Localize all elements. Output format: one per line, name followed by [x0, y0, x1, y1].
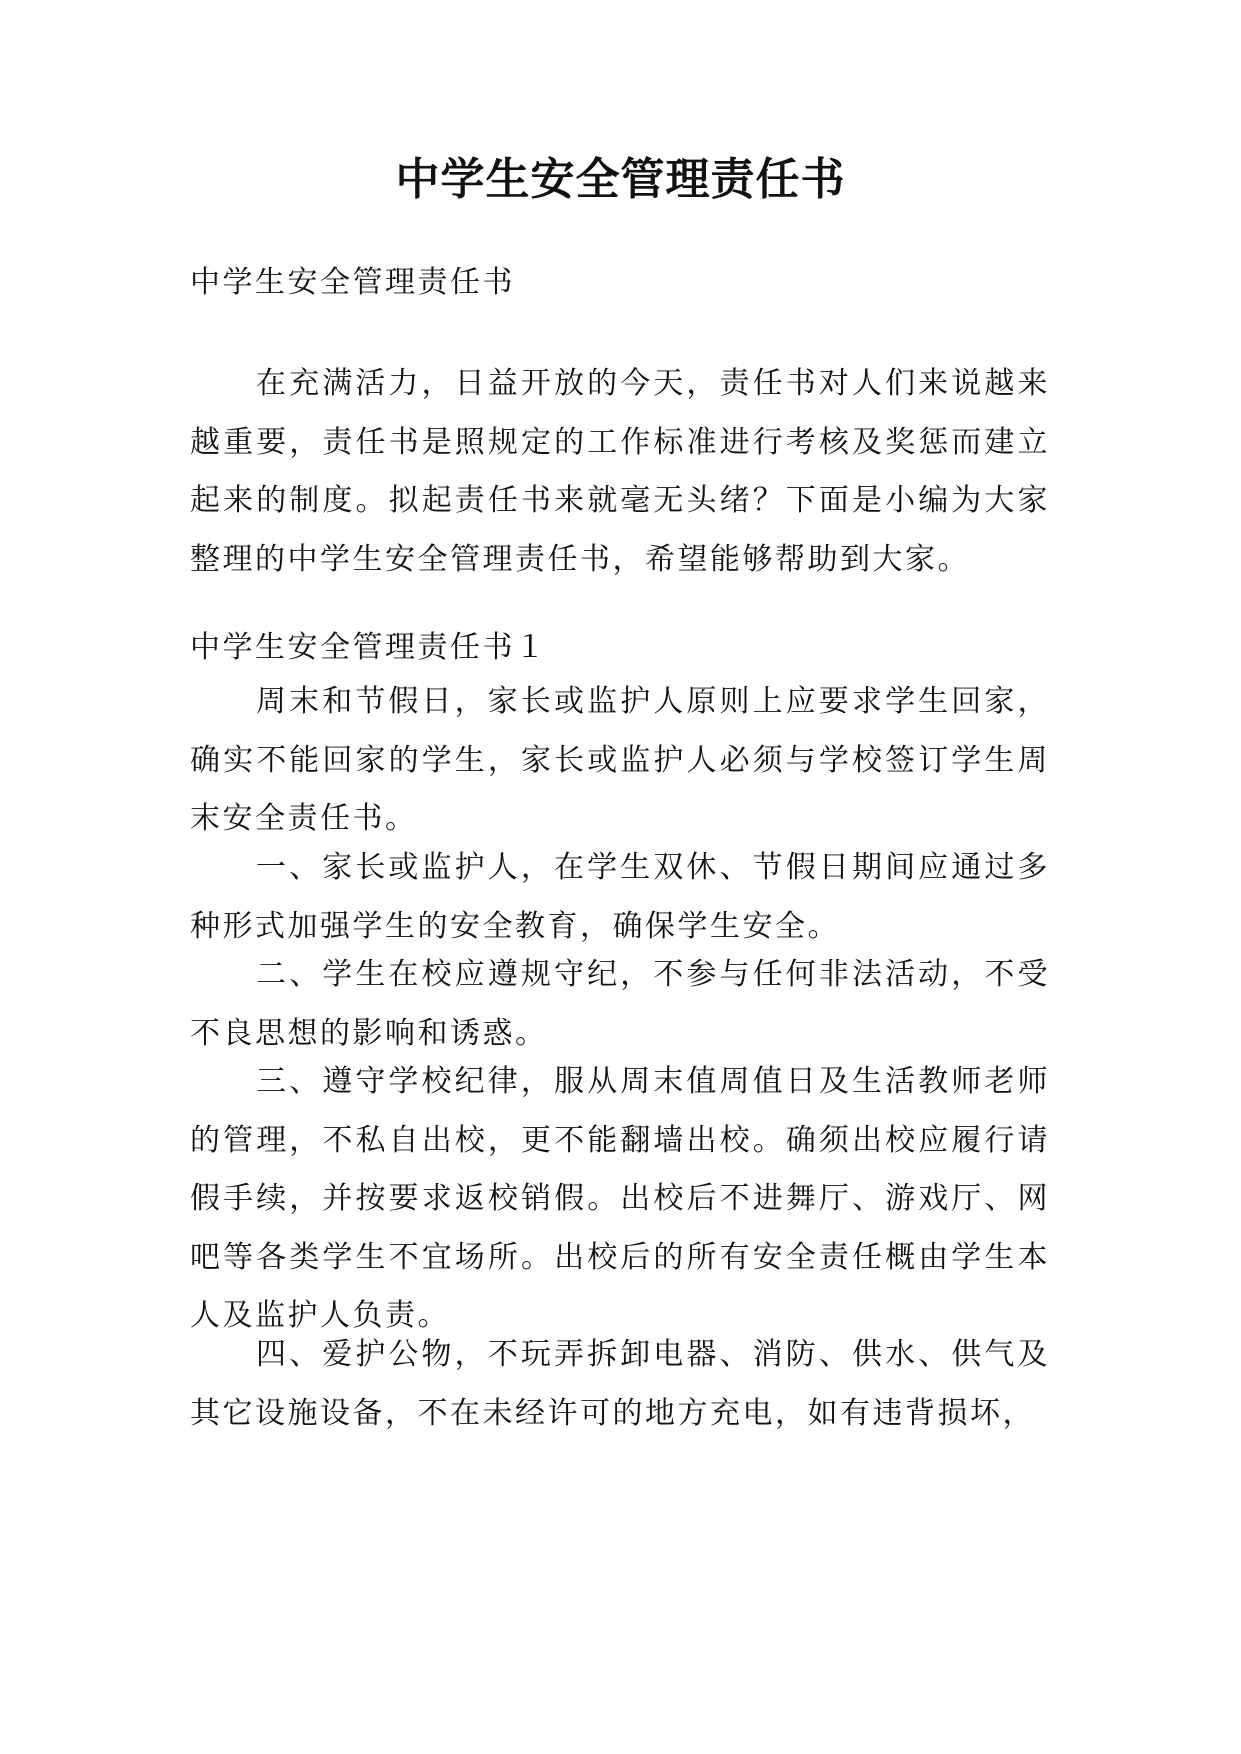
paragraph-item-1: 一、家长或监护人，在学生双休、节假日期间应通过多种形式加强学生的安全教育，确保学生安全。 [190, 850, 1050, 944]
paragraph-weekend: 周末和节假日，家长或监护人原则上应要求学生回家，确实不能回家的学生，家长或监护人必须与学校签订学生周末安全责任书。 [190, 684, 1050, 836]
paragraph-item-3: 三、遵守学校纪律，服从周末值周值日及生活教师老师的管理，不私自出校，更不能翻墙出校。确须出校应履行请假手续，并按要求返校销假。出校后不进舞厅、游戏厅、网吧等各类学生不宜场所。出校后的所有安全责任概由学生本人及监护人负责。 [190, 1064, 1050, 1333]
section-heading: 中学生安全管理责任书１ [190, 630, 548, 665]
document-subtitle: 中学生安全管理责任书 [190, 265, 515, 300]
paragraph-item-4: 四、爱护公物，不玩弄拆卸电器、消防、供水、供气及其它设施设备，不在未经许可的地方充电，如有违背损坏， [190, 1337, 1050, 1431]
intro-paragraph: 在充满活力，日益开放的今天，责任书对人们来说越来越重要，责任书是照规定的工作标准进行考核及奖惩而建立起来的制度。拟起责任书来就毫无头绪？下面是小编为大家整理的中学生安全管理责任书，希望能够帮助到大家。 [190, 366, 1050, 577]
paragraph-item-2: 二、学生在校应遵规守纪，不参与任何非法活动，不受不良思想的影响和诱惑。 [190, 957, 1050, 1051]
document-title: 中学生安全管理责任书 [395, 154, 846, 205]
